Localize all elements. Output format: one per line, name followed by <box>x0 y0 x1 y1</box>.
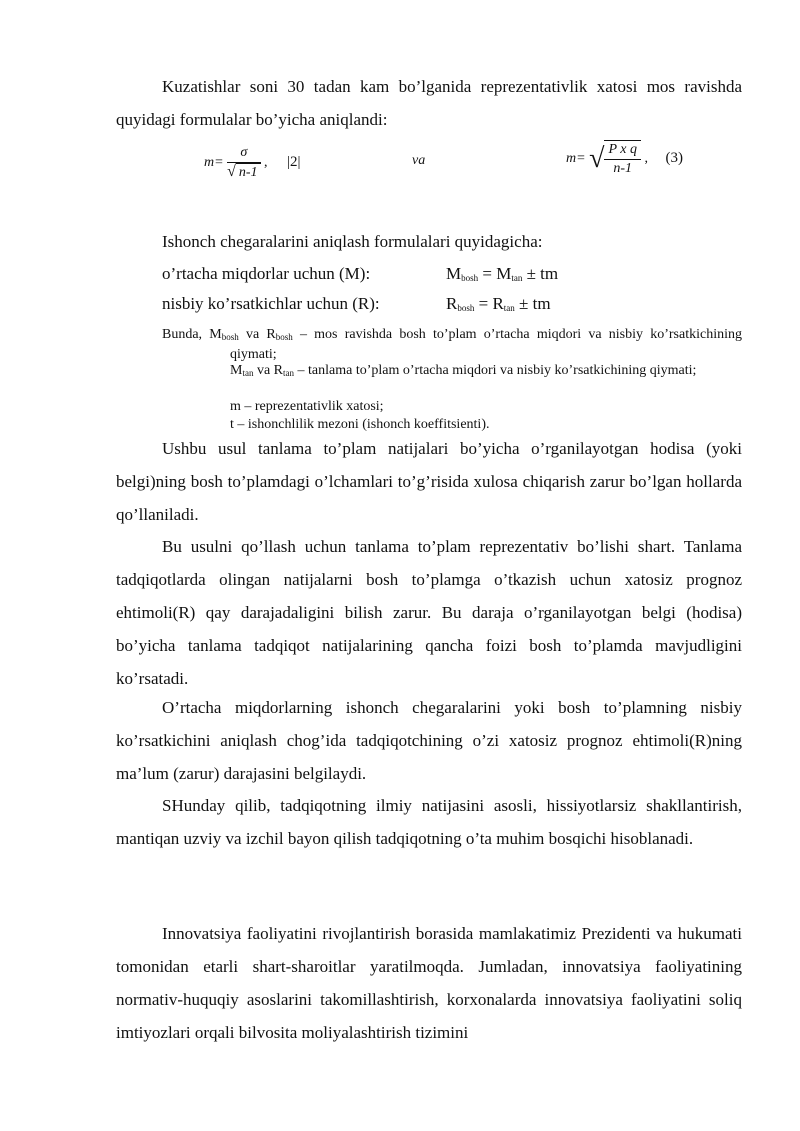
sqrt-icon: √ <box>227 163 236 180</box>
paragraph-4: SHunday qilib, tadqiqotning ilmiy natijasini asosli, hissiyotlarsiz shakllantirish, mantiqan uzviy va izchil bayon qilish tadqiqotning o’ta muhim bosqichi hisoblanadi. <box>116 796 742 848</box>
notes-line-4: t – ishonchlilik mezoni (ishonch koeffitsienti). <box>230 417 490 432</box>
row-mean-label: o’rtacha miqdorlar uchun (M): <box>162 264 371 283</box>
formula-3-numerator: P x q <box>604 141 641 160</box>
row-relative-formula: $R_{bosh} = R_{tan}$ ± tm <box>446 294 551 313</box>
paragraph-5: Innovatsiya faoliyatini rivojlantirish borasida mamlakatimiz Prezidenti va hukumati tomonidan etarli shart-sharoitlar yaratilmoqda. Jumladan, innovatsiya faoliyatining normativ-huquqiy asoslarini takomillashtirish, korxonalarda innovatsiya faoliyatini soliq imtiyozlari orqali bilvosita moliyalashtirish tizimini <box>116 924 742 1042</box>
formula-2-fraction <box>227 144 260 182</box>
row-mean-formula: $M_{bosh} = M_{tan}$ ± tm <box>446 264 559 283</box>
formula-2 <box>204 144 301 182</box>
formula-3-comma: , <box>644 151 648 167</box>
formula-2-number: |2| <box>287 154 301 171</box>
notes-line-2: $M_{tan}$ va $R_{tan}$ – tanlama to’plam o’rtacha miqdori va nisbiy ko’rsatkichining qiymati; <box>230 363 697 378</box>
formula-2-comma: , <box>264 155 268 171</box>
sqrt-icon: √ <box>589 143 605 174</box>
formula-3-denominator: n-1 <box>613 161 633 176</box>
row-relative-label: nisbiy ko’rsatkichlar uchun (R): <box>162 294 380 313</box>
formula-3-number: (3) <box>665 150 683 167</box>
formula-2-numerator: σ <box>227 144 260 163</box>
paragraph-1: Ushbu usul tanlama to’plam natijalari bo’yicha o’rganilayotgan hodisa (yoki belgi)ning bosh to’plamdagi o’lchamlari to’g’risida xulosa chiqarish zarur bo’lgan hollarda qo’llaniladi. <box>116 439 742 524</box>
paragraph-3: O’rtacha miqdorlarning ishonch chegaralarini yoki bosh to’plamning nisbiy ko’rsatkichini aniqlash chog’ida tadqiqotchining o’zi xatosiz prognoz ehtimoli(R)ning ma’lum (zarur) darajasini belgilaydi. <box>116 698 742 783</box>
notes-line-3: m – reprezentativlik xatosi; <box>230 399 384 414</box>
formula-3 <box>566 140 683 178</box>
formula-2-lhs: m= <box>204 155 224 171</box>
intro-paragraph: Kuzatishlar soni 30 tadan kam bo’lganida reprezentativlik xatosi mos ravishda quyidagi formulalar bo’yicha aniqlandi: <box>116 77 742 129</box>
formula-va: va <box>412 153 426 168</box>
paragraph-2: Bu usulni qo’llash uchun tanlama to’plam reprezentativ bo’lishi shart. Tanlama tadqiqotlarda olingan natijalarni bosh to’plamga o’tkazish uchun xatosiz prognoz ehtimoli(R) qay darajadaligini bilish zarur. Bu daraja o’rganilayotgan belgi (hodisa) bo’yicha tanlama tadqiqot natijalarining qancha foizi bosh to’plamda mavjudligini ko’rsatadi. <box>116 537 742 688</box>
notes-line-1: Bunda, $M_{bosh}$ va $R_{bosh}$ – mos ravishda bosh to’plam o’rtacha miqdori va nisbiy ko’rsatkichining qiymati; <box>162 327 742 362</box>
formula-3-lhs: m= <box>566 151 586 167</box>
formula-3-fraction <box>604 140 641 178</box>
formula-2-denominator: √ n-1 <box>227 163 260 182</box>
confidence-heading: Ishonch chegaralarini aniqlash formulalari quyidagicha: <box>162 232 543 251</box>
